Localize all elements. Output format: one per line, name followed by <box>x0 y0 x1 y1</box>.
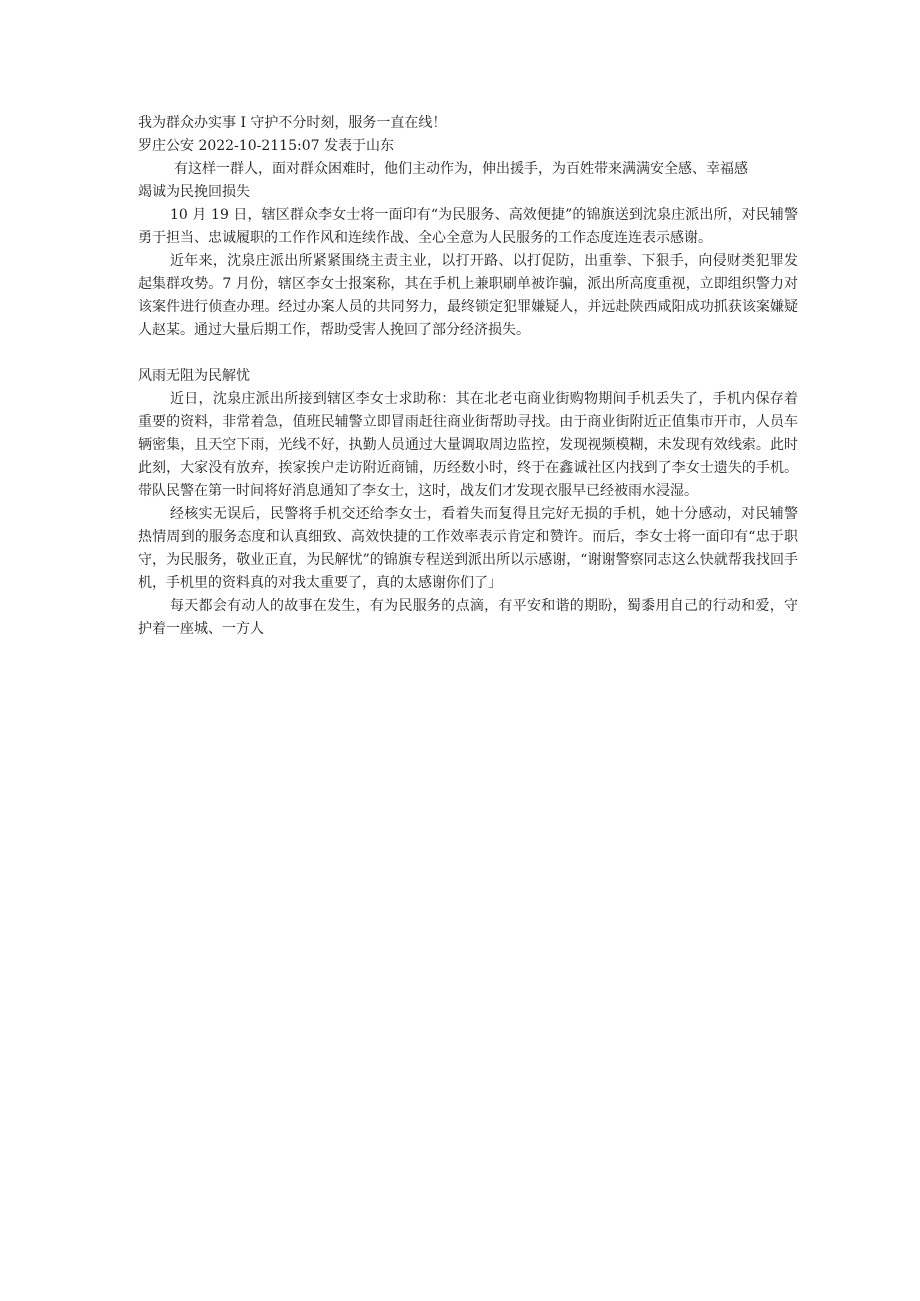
section-2-paragraph-3: 每天都会有动人的故事在发生，有为民服务的点滴，有平安和谐的期盼，蜀黍用自己的行动和爱，守护着一座城、一方人 <box>138 598 798 637</box>
document-page <box>138 112 798 641</box>
section-2-paragraph-1: 近日，沈泉庄派出所接到辖区李女士求助称：其在北老屯商业街购物期间手机丢失了，手机内保存着重要的资料，非常着急，值班民辅警立即冒雨赶往商业街帮助寻找。由于商业街附近正值集市开市，人员车辆密集，且天空下雨，光线不好，执勤人员通过大量调取周边监控，发现视频模糊，未发现有效线索。此时此刻，大家没有放弃，挨家挨户走访附近商铺，历经数小时，终于在鑫诚社区内找到了李女士遗失的手机。带队民警在第一时间将好消息通知了李女士，这时，战友们才发现衣服早已经被雨水浸湿。 <box>138 391 798 499</box>
section-1-paragraph-1: 10 月 19 日，辖区群众李女士将一面印有“为民服务、高效便捷”的锦旗送到沈泉庄派出所，对民辅警勇于担当、忠诚履职的工作作风和连续作战、全心全意为人民服务的工作态度连连表示感谢。 <box>138 207 798 246</box>
article-title: 我为群众办实事 I 守护不分时刻，服务一直在线！ <box>138 115 447 131</box>
article-byline: 罗庄公安 2022-10-2115:07 发表于山东 <box>138 138 394 154</box>
intro-paragraph: 有这样一群人，面对群众困难时，他们主动作为，伸出援手，为百姓带来满满安全感、幸福感 <box>174 161 748 177</box>
section-2-paragraph-2: 经核实无误后，民警将手机交还给李女士，看着失而复得且完好无损的手机，她十分感动，对民辅警热情周到的服务态度和认真细致、高效快捷的工作效率表示肯定和赞许。而后，李女士将一面印有“忠于职守，为民服务，敬业正直，为民解忧”的锦旗专程送到派出所以示感谢，“谢谢警察同志这么快就帮我找回手机，手机里的资料真的对我太重要了，真的太感谢你们了」 <box>138 506 798 591</box>
section-1-paragraph-2: 近年来，沈泉庄派出所紧紧围绕主责主业，以打开路、以打促防，出重拳、下狠手，向侵财类犯罪发起集群攻势。7 月份，辖区李女士报案称，其在手机上兼职刷单被诈骗，派出所高度重视，立即组织警力对该案件进行侦查办理。经过办案人员的共同努力，最终锁定犯罪嫌疑人，并远赴陕西咸阳成功抓获该案嫌疑人赵某。通过大量后期工作，帮助受害人挽回了部分经济损失。 <box>138 253 798 338</box>
section-heading-2: 风雨无阻为民解忧 <box>138 368 250 384</box>
section-spacer <box>138 342 798 365</box>
section-heading-1: 竭诚为民挽回损失 <box>138 184 250 200</box>
